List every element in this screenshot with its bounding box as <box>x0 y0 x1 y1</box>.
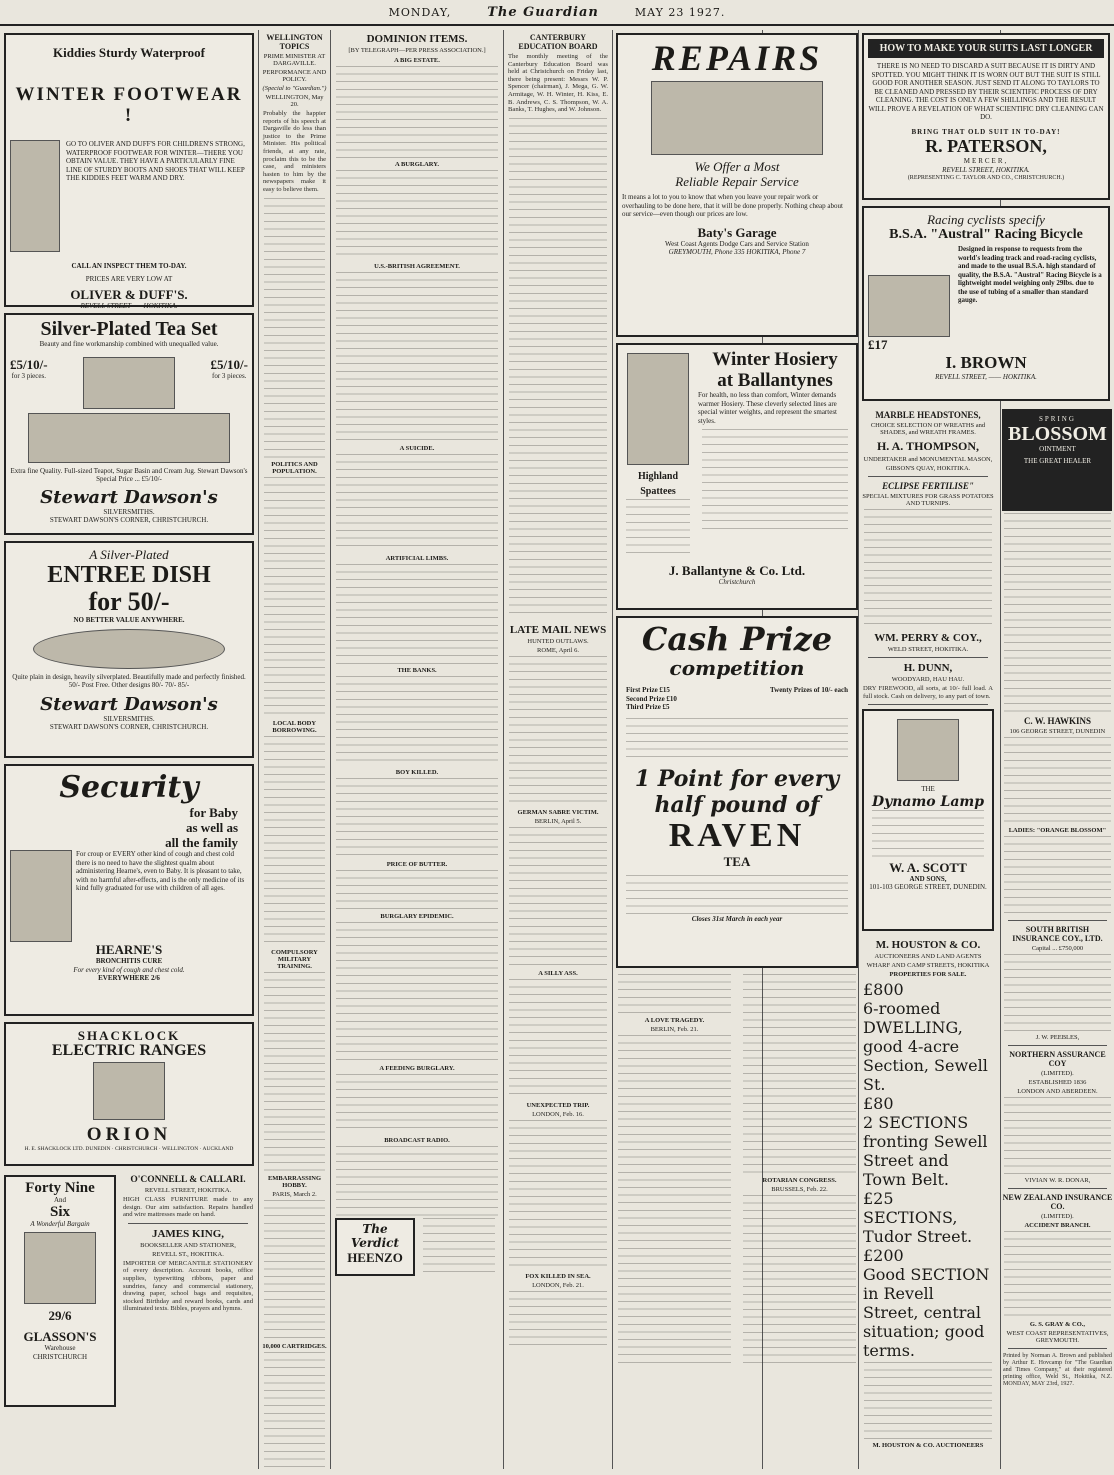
prize-second: Second Prize £10 <box>626 694 677 703</box>
divider <box>1008 1045 1107 1046</box>
ad-marble-firm-sub: UNDERTAKER and MONUMENTAL MASON, <box>863 456 993 463</box>
ad-marble-firm: H. A. THOMPSON, <box>876 439 980 453</box>
ad-headline-2: Reliable Repair Service <box>675 174 799 189</box>
ad-hearnes <box>4 764 254 1016</box>
ad-northern-title: NORTHERN ASSURANCE COY <box>1009 1050 1106 1068</box>
article-subheading: PRIME MINISTER AT DARGAVILLE. <box>263 53 326 67</box>
divider <box>1008 1188 1107 1189</box>
article-body-text <box>509 1120 607 1270</box>
firm-address: 101-103 GEORGE STREET, DUNEDIN. <box>869 883 987 892</box>
ad-body: It means a lot to you to know that when you leave your repair work or overhauling to be done here, that it will be done properly. Nothing cheap about our service—even though our prices are low. <box>622 193 843 218</box>
firm-address: REVELL STREET, —— HOKITIKA. <box>935 373 1037 381</box>
column-rule <box>612 30 613 1469</box>
brand-address: CHRISTCHURCH <box>32 1352 88 1361</box>
article-dateline: ROME, April 6. <box>537 646 579 654</box>
firm-address: REVELL STREET, HOKITIKA. <box>942 165 1030 174</box>
article-body-text <box>336 170 498 260</box>
property-price: £25 <box>863 1189 894 1209</box>
article-heading: A BIG ESTATE. <box>394 57 440 64</box>
ad-houston-sub-3: PROPERTIES FOR SALE. <box>889 971 967 979</box>
article-heading: DOMINION ITEMS. <box>366 33 468 45</box>
ad-line-2: as well as <box>186 820 238 835</box>
divider <box>868 704 988 705</box>
ad-top: A Silver-Plated <box>89 547 169 562</box>
article-heading: A SUICIDE. <box>399 445 435 452</box>
article-body-text <box>423 1218 495 1272</box>
ad-body-text <box>1004 836 1111 916</box>
ad-price-list <box>626 499 690 559</box>
article-heading: UNEXPECTED TRIP. <box>526 1101 590 1109</box>
article-heading: LATE MAIL NEWS <box>509 623 607 636</box>
ad-closes: Closes 31st March in each year <box>691 914 783 923</box>
ad-title: Forty Nine <box>25 1180 95 1196</box>
article-body-text <box>336 66 498 158</box>
article-subheading: HUNTED OUTLAWS. <box>527 637 589 645</box>
ad-body-text <box>864 1362 992 1442</box>
ad-tagline: Beauty and fine workmanship combined with unequalled value. <box>39 340 219 348</box>
ad-sub: A Wonderful Bargain <box>30 1219 90 1228</box>
ad-rules-text <box>626 718 848 758</box>
firm-sub: AND SONS, <box>909 874 947 883</box>
ad-top: SPRING <box>1039 415 1076 423</box>
ad-title: ENTREE DISH <box>47 562 211 588</box>
ad-body-text <box>872 810 984 860</box>
ad-body-text <box>1004 737 1111 827</box>
article-dateline: WELLINGTON, May 20. <box>265 94 324 108</box>
ad-dunn-body: DRY FIREWOOD, all sorts, at 10/- full load. A full stock. Cash on delivery, to any part of town. <box>863 685 993 700</box>
ad-price: £17 <box>868 337 888 352</box>
article-heading: COMPULSORY MILITARY TRAINING. <box>271 948 318 970</box>
ad-headline: WINTER FOOTWEAR ! <box>15 84 243 126</box>
ad-oconnell-title: O'CONNELL & CALLARI. <box>130 1175 246 1185</box>
price-left-note: for 3 pieces. <box>11 371 46 380</box>
bicycle-lamp-illustration-icon <box>897 719 959 781</box>
bottle-illustration-icon <box>10 850 72 942</box>
ad-king-sub: BOOKSELLER AND STATIONER, <box>140 1241 236 1249</box>
divider <box>1008 1348 1107 1349</box>
ad-dynamo-lamp <box>862 709 994 931</box>
article-heading: FOX KILLED IN SEA. <box>525 1272 591 1280</box>
firm-name: W. A. SCOTT <box>889 859 967 875</box>
brand-logo: Stewart Dawson's <box>40 693 218 715</box>
printer-imprint: Printed by Norman A. Brown and published by Arthur E. Hovcamp for "The Guardian and Times Company," at their registered printing office, Weld St., Hokitika, N.Z. MONDAY, MAY 23rd, 1927. <box>1003 1353 1112 1387</box>
ad-nzins-sub: (LIMITED). <box>1041 1213 1074 1220</box>
ad-address: REVELL STREET——HOKITIKA. <box>80 302 178 310</box>
ad-hawkins-ladies: LADIES: "ORANGE BLOSSOM" <box>1008 827 1107 834</box>
article-body-text <box>336 922 498 1062</box>
article-heading: A SILLY ASS. <box>538 969 578 977</box>
ad-note: Quite plain in design, heavily silverplated. Beautifully made and perfectly finished. 50/- Post Free. Other designs 80/- 70/- 85/- <box>12 672 246 689</box>
ad-body-text <box>864 509 992 629</box>
ad-houston-title: M. HOUSTON & CO. <box>875 939 981 952</box>
article-body: The monthly meeting of the Canterbury Education Board was held at Christchurch on Friday last, there being present: Messrs W. P. Spencer (chairman), J. Mega, G. W. Armitage, W. H. Winter, H. Kiss, E. B. Andrews, C. S. Thompson, W. A. Banks, T. Hughes, and W. Johnson. <box>508 53 608 114</box>
bicycle-illustration-icon <box>868 275 950 337</box>
ad-sbi-title: SOUTH BRITISH INSURANCE COY., LTD. <box>1012 925 1103 943</box>
article-heading: PRICE OF BUTTER. <box>386 861 448 868</box>
ad-sub: Dynamo Lamp <box>871 793 985 810</box>
ad-eclipse-body: SPECIAL MIXTURES FOR GRASS POTATOES AND TURNIPS. <box>862 493 994 507</box>
stockings-illustration-icon <box>627 353 689 465</box>
article-body-text <box>509 827 607 967</box>
ad-title: THE <box>921 785 935 794</box>
ad-nzins-firm: G. S. GRAY & CO., <box>1029 1321 1086 1328</box>
ad-title-2: competition <box>669 656 805 680</box>
ad-oconnell-address: REVELL STREET, HOKITIKA. <box>144 1187 232 1194</box>
column-education-board <box>505 30 611 1469</box>
article-body-text <box>743 974 856 1174</box>
article-heading: A BURGLARY. <box>395 161 439 168</box>
firm-sub: MERCER, <box>963 157 1009 165</box>
article-body-text <box>618 974 731 1014</box>
brand-sub: SILVERSMITHS. <box>103 714 155 723</box>
article-body-text <box>264 736 325 946</box>
masthead-date: MAY 23 1927. <box>634 5 726 19</box>
price-right: £5/10/- <box>210 356 248 372</box>
umbrella-child-illustration-icon <box>10 140 60 252</box>
ad-prices: PRICES ARE VERY LOW AT <box>85 274 173 283</box>
column-dominion-items <box>332 30 502 1469</box>
firm-name: Baty's Garage <box>697 224 777 240</box>
ad-marble-sub: CHOICE SELECTION OF WREATHS and SHADES, and WREATH FRAMES. <box>870 422 986 436</box>
article-body-text <box>509 979 607 1099</box>
brand-name: ORION <box>86 1124 172 1145</box>
column-ads-right <box>860 30 1112 1469</box>
column-rule <box>503 30 504 1469</box>
ad-northern-sub: (LIMITED). <box>1041 1070 1074 1077</box>
article-heading: BOY KILLED. <box>395 769 439 776</box>
ad-line-1: for Baby <box>189 805 238 820</box>
ad-body: Designed in response to requests from the world's leading track and road-racing cyclists, and made to the usual B.S.A. high standard of quality, the B.S.A. "Austral" Racing Bicycle is a lightweight model weighing only 29lbs. due to the use of tubing of a smaller than standard gauge. <box>958 245 1102 304</box>
masthead-paper-name: The Guardian <box>487 4 599 20</box>
car-illustration-icon <box>651 81 823 155</box>
ad-headline-1: We Offer a Most <box>694 159 780 174</box>
ad-batys-garage <box>616 33 858 337</box>
article-heading: EMBARRASSING HOBBY. <box>267 1174 322 1189</box>
column-display-ads-center <box>614 30 860 1469</box>
article-body-text <box>336 454 498 552</box>
ad-everywhere: EVERYWHERE 2/6 <box>98 974 160 982</box>
article-dateline: LONDON, Feb. 16. <box>532 1110 584 1118</box>
prize-twenty: Twenty Prizes of 10/- each <box>769 686 848 694</box>
ad-title: Kiddies Sturdy Waterproof <box>53 45 205 60</box>
ad-marble-title: MARBLE HEADSTONES, <box>875 410 981 420</box>
ad-rules-text <box>626 875 848 915</box>
ad-hawkins-firm: C. W. HAWKINS <box>1023 716 1091 726</box>
ad-houston-sub-2: WHARF AND CAMP STREETS, HOKITIKA <box>866 962 990 970</box>
ad-stewart-dawson-teaset <box>4 313 254 535</box>
ad-call-to-action: BRING THAT OLD SUIT IN TO-DAY! <box>911 127 1061 136</box>
brand-name: GLASSON'S <box>23 1329 97 1344</box>
brand-address: STEWART DAWSON'S CORNER, CHRISTCHURCH. <box>49 723 209 731</box>
firm-city: Christchurch <box>718 578 756 586</box>
article-body-text <box>264 972 325 1172</box>
article-dateline: PARIS, March 2. <box>272 1190 317 1198</box>
ad-houston-footer: M. HOUSTON & CO. AUCTIONEERS <box>872 1442 984 1450</box>
divider <box>868 476 988 477</box>
article-heading: ROTARIAN CONGRESS. <box>762 1177 837 1184</box>
article-heading: ARTIFICIAL LIMBS. <box>385 555 449 562</box>
firm-name: J. Ballantyne & Co. Ltd. <box>668 563 806 578</box>
tea-set-illustration-icon <box>28 413 230 463</box>
ad-title: Security <box>59 770 199 805</box>
article-body-text <box>264 198 325 458</box>
ad-and: And <box>53 1196 67 1204</box>
article-body-text <box>264 477 325 717</box>
ad-nzins-department: ACCIDENT BRANCH. <box>1024 1222 1091 1229</box>
ad-title: Winter Hosiery <box>712 349 838 370</box>
brand-name: RAVEN <box>668 816 806 854</box>
divider <box>868 657 988 658</box>
property-description: 6-roomed DWELLING, good 4-acre Section, Sewell St. <box>863 999 988 1095</box>
article-body-text <box>264 1200 325 1340</box>
article-body-text <box>509 118 607 618</box>
divider <box>1008 920 1107 921</box>
ad-title: HOW TO MAKE YOUR SUITS LAST LONGER <box>868 39 1104 58</box>
ad-bsa-bicycle <box>862 206 1110 401</box>
ad-line-3: all the family <box>165 835 238 850</box>
brand-sub: BRONCHITIS CURE <box>95 957 163 965</box>
ad-price: for 50/- <box>88 587 170 616</box>
article-subheading: [BY TELEGRAPH—PER PRESS ASSOCIATION.] <box>348 47 486 54</box>
ad-call: CALL AN INSPECT THEM TO-DAY. <box>71 262 187 270</box>
price-right-note: for 3 pieces. <box>212 371 247 380</box>
brand-sub: SILVERSMITHS. <box>103 507 155 516</box>
article-dateline: BERLIN, April 5. <box>534 817 582 825</box>
brand-address: STEWART DAWSON'S CORNER, CHRISTCHURCH. <box>49 516 209 524</box>
ad-raven-tea <box>616 616 858 968</box>
property-price: £200 <box>863 1246 904 1266</box>
ad-title: The Verdict <box>351 1222 399 1250</box>
ad-body-text <box>1004 513 1111 713</box>
article-body-text <box>509 1291 607 1351</box>
ad-title: REPAIRS <box>651 38 823 78</box>
firm-address: GREYMOUTH, Phone 335 HOKITIKA, Phone 7 <box>668 248 806 256</box>
ad-oliver-duff <box>4 33 254 310</box>
article-heading: CANTERBURY EDUCATION BOARD <box>518 33 598 51</box>
ad-title: Silver-Plated Tea Set <box>40 318 218 340</box>
ad-ballantynes <box>616 343 858 610</box>
ad-paterson <box>862 33 1110 200</box>
ad-body-text <box>1004 954 1111 1034</box>
article-heading: BROADCAST RADIO. <box>384 1137 450 1144</box>
article-heading: 10,000 CARTRIDGES. <box>262 1342 327 1350</box>
ad-sub: OINTMENT <box>1039 444 1076 453</box>
ad-stewart-dawson-entree <box>4 541 254 758</box>
divider <box>128 1223 248 1224</box>
teapot-illustration-icon <box>83 357 175 409</box>
brand-name: HEARNE'S <box>95 942 163 957</box>
masthead <box>0 0 1114 26</box>
ad-sub: Highland Spattees <box>637 471 679 497</box>
ad-king-body: IMPORTER OF MERCANTILE STATIONERY of every description. Account books, office supplies, typewriting ribbons, paper and sundries, fancy and commercial stationery, drawing paper, school bags and requisites, stocked Birthday and reward books, cards and illuminated texts. Bibles, prayers and hymns. <box>123 1259 253 1313</box>
article-body-text <box>509 656 607 806</box>
ad-houston-sub: AUCTIONEERS AND LAND AGENTS <box>874 953 982 961</box>
ad-nzins-title: NEW ZEALAND INSURANCE CO. <box>1002 1193 1112 1211</box>
article-heading: GERMAN SABRE VICTIM. <box>517 808 599 816</box>
ad-eclipse-title: ECLIPSE FERTILISE" <box>882 481 974 491</box>
column-rule <box>258 30 259 1469</box>
masthead-day: MONDAY, <box>388 5 452 19</box>
prize-third: Third Prize £5 <box>626 703 670 711</box>
ad-eclipse-firm: WM. PERRY & COY., <box>874 632 982 644</box>
ad-body: GO TO OLIVER AND DUFF'S FOR CHILDREN'S STRONG, WATERPROOF FOOTWEAR FOR WINTER—THERE YOU OBTAIN VALUE. THEY HAVE A PARTICULARLY FINE LINE OF STURDY BOOTS AND SHOES THAT WILL KEEP THE KIDDIES FEET WARM AND DRY. <box>66 140 245 182</box>
ad-shacklock-orion <box>4 1022 254 1166</box>
article-body-text <box>336 564 498 664</box>
price-left: £5/10/- <box>10 356 48 372</box>
ad-claim: NO BETTER VALUE ANYWHERE. <box>73 616 185 624</box>
ad-spring-blossom <box>1002 409 1112 511</box>
ad-oconnell-body: HIGH CLASS FURNITURE made to any design. Our aim satisfaction. Repairs handled and wire mattresses made on hand. <box>123 1196 253 1219</box>
ad-tag: For every kind of cough and chest cold. <box>73 965 185 974</box>
article-body-text <box>336 1074 498 1134</box>
article-body-text <box>336 870 498 910</box>
ad-body: For health, no less than comfort, Winter demands warmer Hosiery. These cleverly selected lines are special winter weights, and represent the smartest styles. <box>698 391 837 425</box>
brand-sub: Warehouse <box>44 1344 76 1352</box>
ad-top: SHACKLOCK <box>77 1028 181 1043</box>
ad-title-2: at Ballantynes <box>717 370 833 391</box>
ad-note: Extra fine Quality. Full-sized Teapot, Sugar Basin and Cream Jug. Stewart Dawson's Special Price ... £5/10/- <box>10 466 248 483</box>
ad-firm: OLIVER & DUFF'S. <box>70 287 188 302</box>
article-heading: LOCAL BODY BORROWING. <box>272 719 317 734</box>
ad-six: Six <box>49 1203 70 1220</box>
article-body-text <box>336 778 498 858</box>
ad-top: Racing cyclists specify <box>927 212 1045 227</box>
ad-eclipse-address: WELD STREET, HOKITIKA. <box>887 646 969 653</box>
firm-representing: (REPRESENTING C. TAYLOR AND CO., CHRISTCHURCH.) <box>907 175 1065 181</box>
ad-body-text <box>1004 1097 1111 1177</box>
ad-body-text <box>1004 1231 1111 1321</box>
article-dateline: LONDON, Feb. 21. <box>532 1281 584 1289</box>
lady-hat-illustration-icon <box>24 1232 96 1304</box>
article-heading: A LOVE TRAGEDY. <box>644 1017 705 1024</box>
article-heading: POLITICS AND POPULATION. <box>271 460 318 475</box>
small-ads-stack <box>120 1172 256 1413</box>
ad-point-offer: 1 Point for every half pound of <box>634 765 840 818</box>
ad-northern-person: VIVIAN W. R. DONAR, <box>1024 1177 1091 1184</box>
brand-name: HEENZO <box>347 1250 403 1265</box>
ad-tag: THE GREAT HEALER <box>1023 457 1092 465</box>
ad-king-address: REVELL ST., HOKITIKA. <box>152 1250 224 1258</box>
brand-logo: Stewart Dawson's <box>40 486 218 508</box>
ad-body: For croup or EVERY other kind of cough and chest cold there is no need to have the slightest qualm about administering Hearne's, even to Baby. It is pleasant to take, with no harmful after-effects, and is the only medicine of its kind fully graduated for use with children of all ages. <box>76 850 245 892</box>
property-price: £800 <box>863 980 904 1000</box>
article-subheading: PERFORMANCE AND POLICY. <box>262 69 327 83</box>
ad-heenzo <box>335 1218 415 1276</box>
ad-glassons <box>4 1175 116 1407</box>
article-body-text <box>618 1035 731 1365</box>
ad-dunn-sub: WOODYARD, HAU HAU. <box>891 676 965 683</box>
firm-sub: West Coast Agents Dodge Cars and Service Station <box>665 239 809 248</box>
column-ads-left <box>2 30 256 1469</box>
ad-title: B.S.A. "Austral" Racing Bicycle <box>889 227 1083 242</box>
column-far-right <box>1000 407 1112 1451</box>
ad-nzins-address: WEST COAST REPRESENTATIVES, GREYMOUTH. <box>1006 1330 1109 1344</box>
ad-hawkins-address: 106 GEORGE STREET, DUNEDIN <box>1009 728 1106 735</box>
property-description: Good SECTION in Revell Street, central situation; good terms. <box>863 1265 990 1361</box>
ad-footer: H. E. SHACKLOCK LTD. DUNEDIN · CHRISTCHURCH · WELLINGTON · AUCKLAND <box>24 1146 234 1152</box>
article-heading: A FEEDING BURGLARY. <box>379 1065 455 1072</box>
article-dateline: BERLIN, Feb. 21. <box>650 1026 699 1033</box>
article-heading: U.S.-BRITISH AGREEMENT. <box>374 263 460 270</box>
article-heading: BURGLARY EPIDEMIC. <box>380 913 454 920</box>
small-ads-column <box>860 407 996 1451</box>
article-heading: WELLINGTON TOPICS <box>266 33 323 51</box>
ad-northern-established: ESTABLISHED 1836 <box>1028 1079 1087 1086</box>
article-heading: THE BANKS. <box>397 667 437 674</box>
property-description: SECTIONS, Tudor Street. <box>863 1208 973 1247</box>
article-body: Probably the happier reports of his speech at Dargaville do less than justice to the Prime Minister. His political friends, at any rate, proclaim this to be the case, and ministers hasten to him by the newspapers make it easy to believe them. <box>263 110 326 193</box>
article-body-text <box>336 676 498 766</box>
ad-title: BLOSSOM <box>1008 422 1107 445</box>
range-stove-illustration-icon <box>93 1062 165 1120</box>
article-body-text <box>336 1146 498 1216</box>
entree-dish-illustration-icon <box>33 629 225 669</box>
ad-title: Cash Prize <box>641 620 833 658</box>
article-body-text <box>743 1195 856 1365</box>
ad-marble-address: GIBSON'S QUAY, HOKITIKA. <box>885 465 971 472</box>
ad-price-list <box>702 429 848 529</box>
ad-sbi-capital: Capital ... £750,000 <box>1031 945 1084 952</box>
article-dateline: BRUSSELS, Feb. 22. <box>771 1186 828 1193</box>
ad-sbi-firm: J. W. PEEBLES, <box>1035 1034 1080 1041</box>
article-byline: (Special to "Guardian.") <box>262 85 327 92</box>
ad-body: THERE IS NO NEED TO DISCARD A SUIT BECAUSE IT IS DIRTY AND SPOTTED. YOU MIGHT THINK IT IS WORN OUT BUT THE SUIT IS STILL GOOD FOR ANOTHER SEASON. JUST SEND IT ALONG TO TAYLORS TO BE CLEANED AND PRESSED BY THEIR SCIENTIFIC PROCESS OF DRY CLEANING. THE COST IS ONLY A FEW SHILLINGS AND THE RESULT WILL PROVE A REVELATION OF WHAT SCIENTIFIC DRY CLEANING CAN DO. <box>868 62 1104 121</box>
column-wellington-topics <box>260 30 329 1469</box>
ad-title: ELECTRIC RANGES <box>51 1042 207 1059</box>
property-description: 2 SECTIONS fronting Sewell Street and Town Belt. <box>863 1113 988 1190</box>
firm-name: I. BROWN <box>945 353 1027 372</box>
ad-northern-sub-2: LONDON AND ABERDEEN. <box>1017 1088 1098 1095</box>
column-rule <box>330 30 331 1469</box>
ad-dunn-title: H. DUNN, <box>903 662 953 674</box>
property-price: £80 <box>863 1094 894 1114</box>
prize-first: First Prize £15 <box>626 686 670 694</box>
article-body-text <box>264 1352 325 1469</box>
ad-king-title: JAMES KING, <box>151 1227 225 1240</box>
brand-sub: TEA <box>723 853 751 869</box>
article-body-text <box>336 272 498 442</box>
ad-price: 29/6 <box>48 1308 72 1323</box>
firm-name: R. PATERSON, <box>925 136 1047 156</box>
